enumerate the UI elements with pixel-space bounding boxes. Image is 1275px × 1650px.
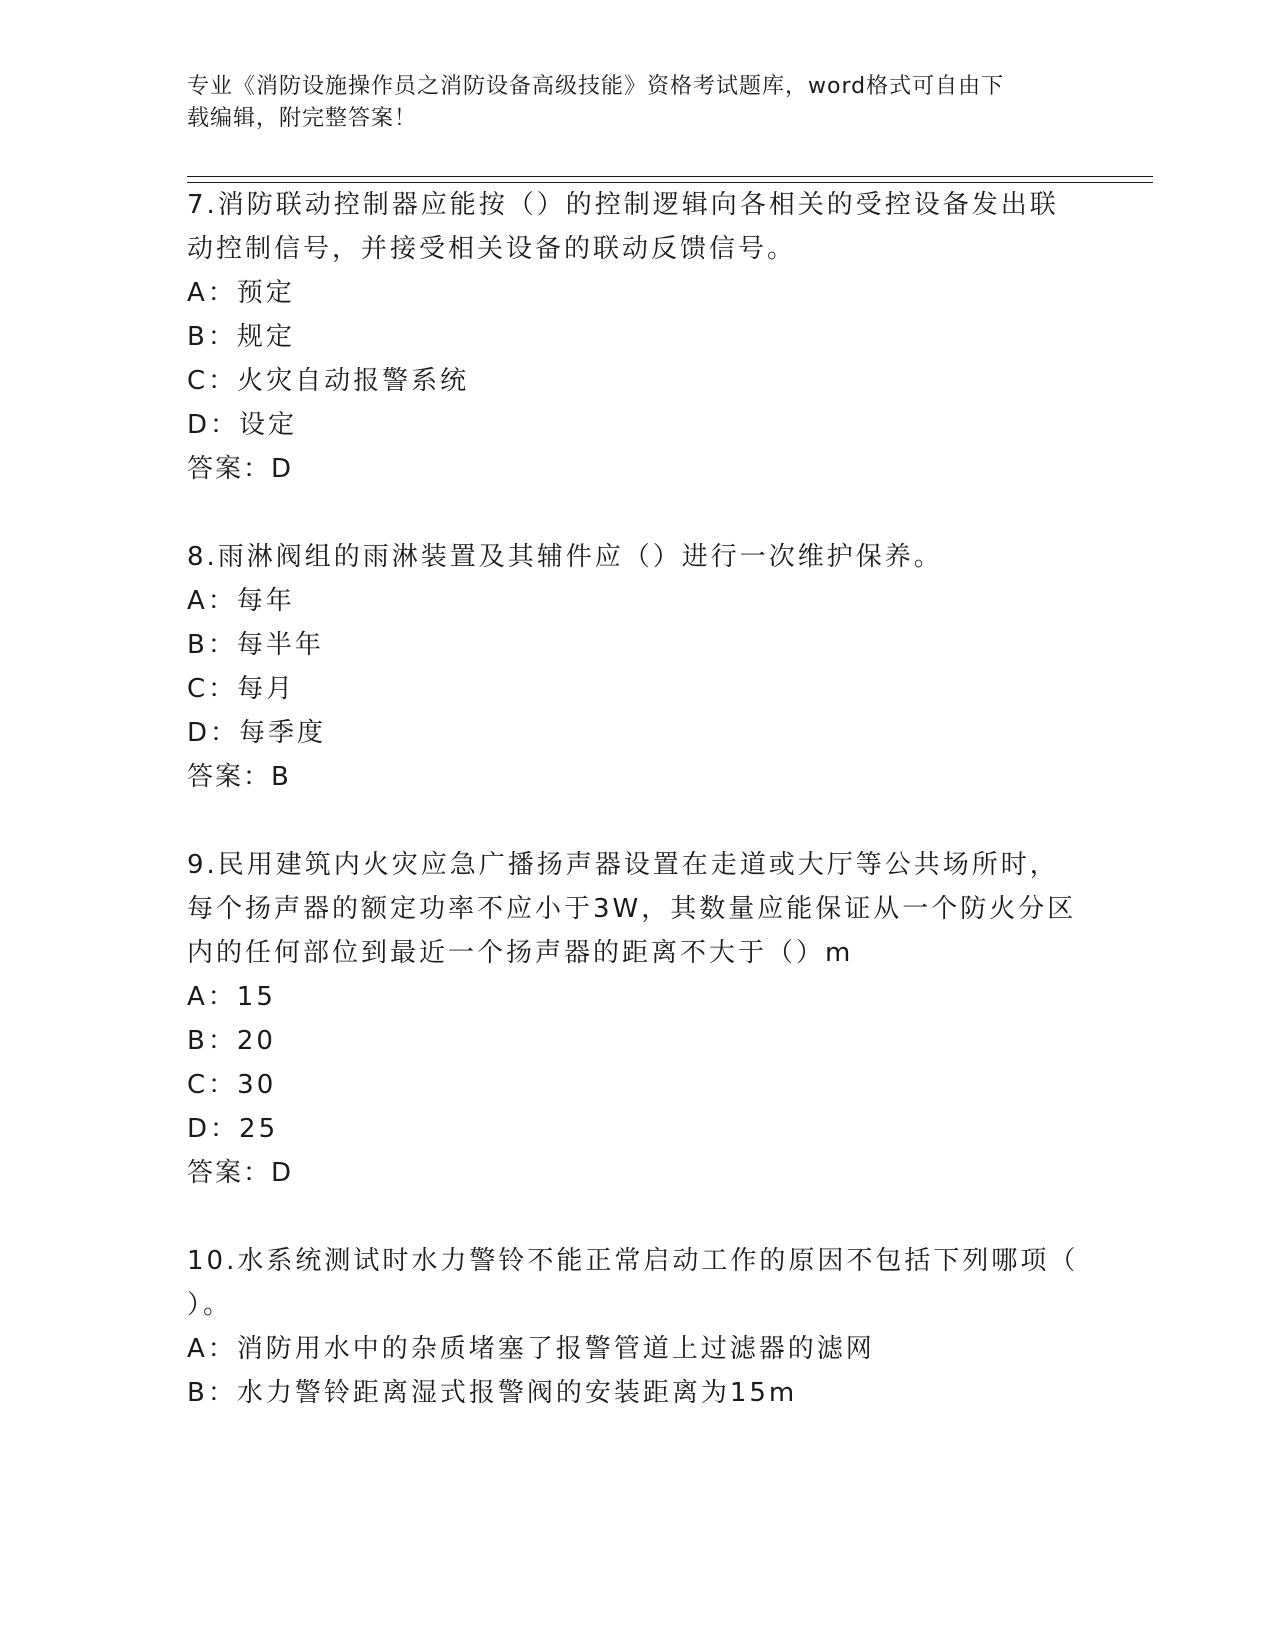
- question-9-option-d: D：25: [187, 1114, 279, 1144]
- question-9-stem-line-1: 9.民用建筑内火灾应急广播扬声器设置在走道或大厅等公共场所时，: [187, 850, 1059, 880]
- question-9-answer: 答案：D: [187, 1158, 294, 1188]
- header-line-1: 专业《消防设施操作员之消防设备高级技能》资格考试题库，word格式可自由下: [187, 74, 1005, 99]
- question-7-option-a: A：预定: [187, 278, 295, 308]
- header-line-2: 载编辑，附完整答案！: [187, 106, 418, 131]
- question-10-option-b: B：水力警铃距离湿式报警阀的安装距离为15m: [187, 1378, 798, 1408]
- question-7-option-c: C：火灾自动报警系统: [187, 366, 470, 396]
- question-8-option-b: B：每半年: [187, 630, 324, 660]
- question-9-stem-line-3: 内的任何部位到最近一个扬声器的距离不大于（）m: [187, 938, 854, 968]
- question-7-answer: 答案：D: [187, 454, 294, 484]
- question-9-option-b: B：20: [187, 1026, 276, 1056]
- question-8-option-d: D：每季度: [187, 718, 327, 748]
- question-7-stem-line-1: 7.消防联动控制器应能按（）的控制逻辑向各相关的受控设备发出联: [187, 190, 1059, 220]
- question-9-option-a: A：15: [187, 982, 276, 1012]
- header-divider-top: [187, 176, 1153, 177]
- question-9-stem-line-2: 每个扬声器的额定功率不应小于3W，其数量应能保证从一个防火分区: [187, 894, 1077, 924]
- document-header: [187, 71, 1067, 135]
- question-8-option-a: A：每年: [187, 586, 295, 616]
- question-10-stem-line-2: ）。: [187, 1290, 233, 1320]
- question-7-stem-line-2: 动控制信号，并接受相关设备的联动反馈信号。: [187, 234, 797, 264]
- header-divider-bottom: [187, 182, 1153, 183]
- question-8-answer: 答案：B: [187, 762, 291, 792]
- question-7-option-d: D：设定: [187, 410, 298, 440]
- question-8-option-c: C：每月: [187, 674, 296, 704]
- question-7-option-b: B：规定: [187, 322, 295, 352]
- question-10-stem-line-1: 10.水系统测试时水力警铃不能正常启动工作的原因不包括下列哪项（: [187, 1246, 1079, 1276]
- question-10-option-a: A：消防用水中的杂质堵塞了报警管道上过滤器的滤网: [187, 1334, 875, 1364]
- question-8-stem-line-1: 8.雨淋阀组的雨淋装置及其辅件应（）进行一次维护保养。: [187, 542, 943, 572]
- question-9-option-c: C：30: [187, 1070, 277, 1100]
